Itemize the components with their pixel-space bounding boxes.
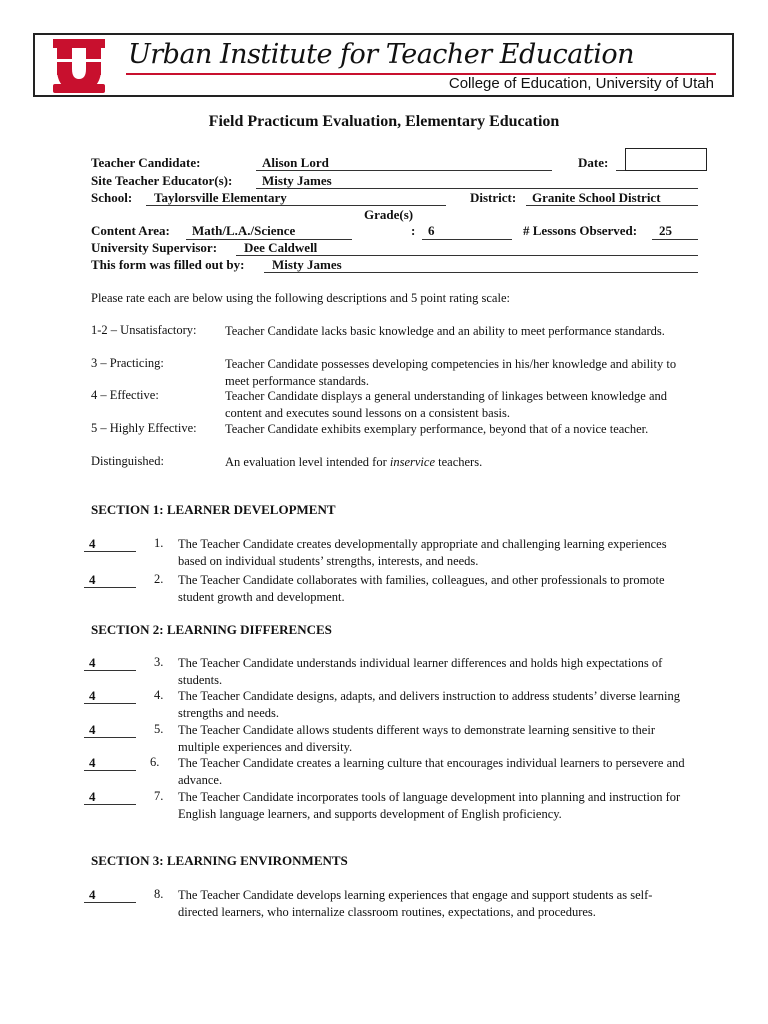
letterhead (33, 33, 734, 97)
lessons-label: # Lessons Observed: (523, 223, 638, 238)
grade-value: 6 (428, 223, 435, 238)
lessons-line (652, 239, 698, 240)
candidate-label: Teacher Candidate: (91, 155, 201, 170)
supervisor-value: Dee Caldwell (244, 240, 318, 255)
item-number: 2. (154, 572, 164, 586)
scale-term: 5 – Highly Effective: (91, 421, 197, 435)
score-field[interactable]: 4 (84, 572, 136, 588)
item-number: 7. (154, 789, 164, 803)
section-heading: SECTION 1: LEARNER DEVELOPMENT (91, 502, 336, 517)
item-number: 4. (154, 688, 164, 702)
item-text: The Teacher Candidate creates a learning culture that encourages individual learners to persevere and advance. (178, 756, 685, 787)
grade-colon: : (411, 223, 416, 238)
scale-description: Teacher Candidate lacks basic knowledge and an ability to meet performance standards. (225, 324, 665, 338)
item-text: The Teacher Candidate collaborates with families, colleagues, and other professionals to promote student growth and development. (178, 573, 665, 604)
supervisor-label: University Supervisor: (91, 240, 218, 255)
section-heading: SECTION 3: LEARNING ENVIRONMENTS (91, 853, 348, 868)
score-field[interactable]: 4 (84, 722, 136, 738)
scale-term: 1-2 – Unsatisfactory: (91, 323, 197, 337)
site-educator-value: Misty James (262, 173, 332, 188)
item-text: The Teacher Candidate incorporates tools of language development into planning and instruction for English language learners, and supports development of English proficiency. (178, 790, 681, 821)
rating-intro: Please rate each are below using the following descriptions and 5 point rating scale: (91, 291, 510, 305)
item-number: 1. (154, 536, 164, 550)
score-field[interactable]: 4 (84, 688, 136, 704)
section-heading: SECTION 2: LEARNING DIFFERENCES (91, 622, 332, 637)
document-title: Field Practicum Evaluation, Elementary Education (208, 113, 560, 130)
lessons-value: 25 (659, 223, 672, 238)
score-field[interactable]: 4 (84, 789, 136, 805)
scale-term: 4 – Effective: (91, 388, 159, 402)
date-label: Date: (578, 155, 609, 170)
university-u-logo (53, 39, 105, 93)
score-field[interactable]: 4 (84, 887, 136, 903)
content-area-value: Math/L.A./Science (192, 223, 296, 238)
date-field[interactable] (625, 148, 707, 171)
scale-term: 3 – Practicing: (91, 356, 164, 370)
scale-description: Teacher Candidate displays a general understanding of linkages between knowledge and content and executes sound lessons on a consistent basis. (225, 389, 668, 420)
content-area-label: Content Area: (91, 223, 170, 238)
district-label: District: (470, 190, 517, 205)
item-text: The Teacher Candidate develops learning experiences that engage and support students as self-directed learners, who internalize classroom routines, expectations, and procedures. (178, 888, 653, 919)
item-number: 8. (154, 887, 164, 901)
score-field[interactable]: 4 (84, 536, 136, 552)
item-number: 6. (150, 755, 160, 769)
item-text: The Teacher Candidate creates developmentally appropriate and challenging learning experiences based on individual students’ strengths, interests, and needs. (178, 537, 667, 568)
district-value: Granite School District (532, 190, 661, 205)
item-text: The Teacher Candidate understands individual learner differences and holds high expectations of students. (178, 656, 663, 687)
item-number: 3. (154, 655, 164, 669)
grade-label: Grade(s) (364, 207, 414, 222)
score-field[interactable]: 4 (84, 755, 136, 771)
scale-description: Teacher Candidate exhibits exemplary performance, beyond that of a novice teacher. (225, 422, 649, 436)
item-number: 5. (154, 722, 164, 736)
scale-term: Distinguished: (91, 454, 164, 468)
institute-name: Urban Institute for Teacher Education (128, 39, 634, 70)
filled-by-value: Misty James (272, 257, 342, 272)
scale-description: An evaluation level intended for inservice teachers. (225, 455, 483, 469)
school-value: Taylorsville Elementary (154, 190, 287, 205)
item-text: The Teacher Candidate allows students different ways to demonstrate learning sensitive to their multiple experiences and diversity. (178, 723, 655, 754)
filled-by-label: This form was filled out by: (91, 257, 245, 272)
score-field[interactable]: 4 (84, 655, 136, 671)
site-educator-label: Site Teacher Educator(s): (91, 173, 233, 188)
school-label: School: (91, 190, 133, 205)
college-name: College of Education, University of Utah (448, 75, 714, 92)
scale-description: Teacher Candidate possesses developing competencies in his/her knowledge and ability to meet performance standards. (225, 357, 677, 388)
item-text: The Teacher Candidate designs, adapts, and delivers instruction to address students’ diverse learning strengths and needs. (178, 689, 680, 720)
candidate-value: Alison Lord (262, 155, 329, 170)
grade-line (422, 239, 512, 240)
